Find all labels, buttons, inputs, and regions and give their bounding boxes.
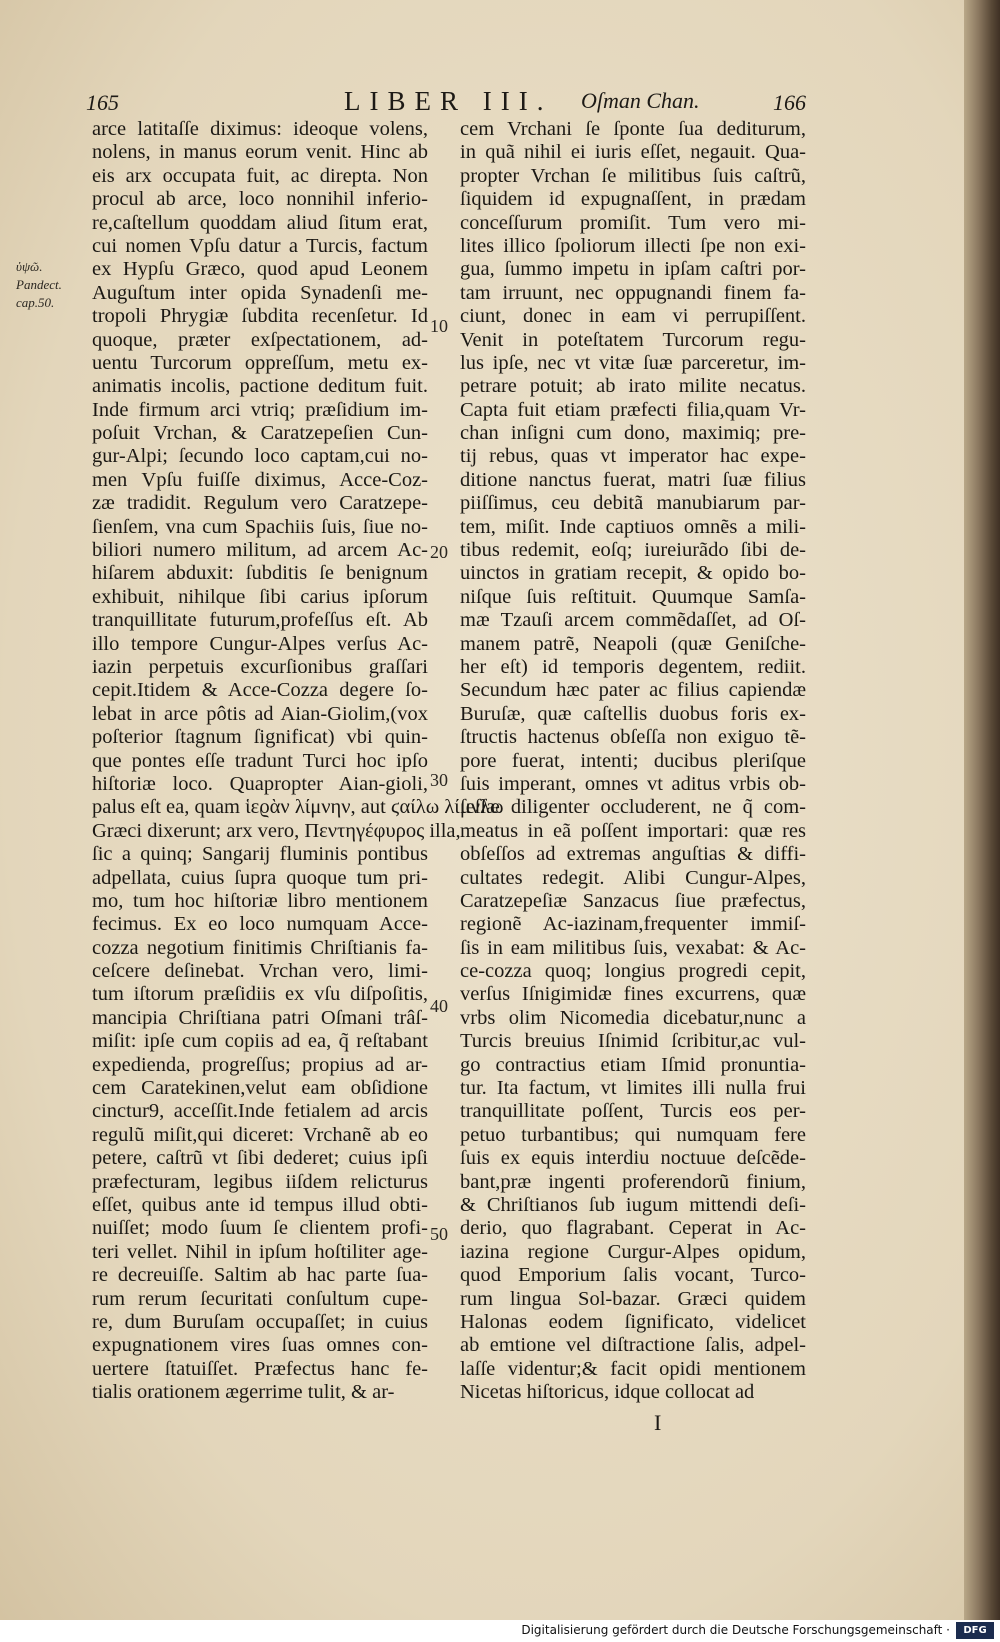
text-line: ce-cozza quoq; longius progredi cepit, xyxy=(460,960,806,983)
text-line: & Chriſtianos ſub iugum mittendi deſi- xyxy=(460,1193,806,1216)
text-line: animatis incolis, pactione deditum fuit. xyxy=(92,375,428,398)
text-line: præfecturam, legibus iiſdem relicturus xyxy=(92,1170,428,1193)
text-line: biliori numero militum, ad arcem Ac- xyxy=(92,539,428,562)
line-number-marker: 10 xyxy=(430,316,448,336)
margin-note-line: ὑψῶ. xyxy=(16,259,43,274)
text-line: uinctos in gratiam recepit, & opido bo- xyxy=(460,562,806,585)
right-column xyxy=(460,118,806,1404)
text-line: tranquillitate futurum,profeſſus eſt. Ab xyxy=(92,609,428,632)
text-line: tum iſtorum præſidiis ex vſu diſpoſitis, xyxy=(92,983,428,1006)
text-line: ex Hypſu Græco, quod apud Leonem xyxy=(92,258,428,281)
text-line: procul ab arce, loco nonnihil inferio- xyxy=(92,188,428,211)
text-line: ceſcere deſinebat. Vrchan vero, limi- xyxy=(92,960,428,983)
text-line: men Vpſu fuiſſe diximus, Acce-Coz- xyxy=(92,468,428,491)
text-line: petere, caſtrũ vt ſibi dederet; cuius ipſi xyxy=(92,1147,428,1170)
text-line: Capta fuit etiam præfecti filia,quam Vr- xyxy=(460,398,806,421)
text-line: cinctur9, acceſſit.Inde fetialem ad arcis xyxy=(92,1100,428,1123)
margin-note-line: Pandect. xyxy=(16,277,62,292)
text-line: Inde firmum arci vtriq; præſidium im- xyxy=(92,398,428,421)
margin-note xyxy=(16,258,62,312)
text-line: niſque ſuis reſtituit. Quumque Samſa- xyxy=(460,585,806,608)
text-line: propter Vrchan ſe militibus ſuis caſtrũ, xyxy=(460,164,806,187)
text-line: Caratzepeſiæ Sanzacus ſiue præfectus, xyxy=(460,889,806,912)
text-line: ſiquidem id expugnaſſent, in prædam xyxy=(460,188,806,211)
text-line: zæ tradidit. Regulum vero Caratzepe- xyxy=(92,492,428,515)
footer-credit: Digitalisierung gefördert durch die Deutsche Forschungsgemeinschaft · xyxy=(521,1623,950,1637)
text-line: que pontes eſſe tradunt Turci hoc ipſo xyxy=(92,749,428,772)
digitization-footer xyxy=(0,1620,1000,1642)
text-line: tur. Ita factum, vt limites illi nulla frui xyxy=(460,1077,806,1100)
text-line: hiſarem abduxit: ſubditis ſe benignum xyxy=(92,562,428,585)
text-line: cui nomen Vpſu datur a Turcis, factum xyxy=(92,234,428,257)
text-line: adpellata, cuius ſupra quoque tum pri- xyxy=(92,866,428,889)
text-line: cem Vrchani ſe ſponte ſua dediturum, xyxy=(460,118,806,140)
text-line: petrare potuit; ab irato milite necatus. xyxy=(460,375,806,398)
text-line: derio, quo flagrabant. Ceperat in Ac- xyxy=(460,1217,806,1240)
signature-mark: I xyxy=(654,1410,662,1435)
text-line: iazin perpetuis excurſionibus graſſari xyxy=(92,655,428,678)
text-line: petuo turbantibus; qui numquam fere xyxy=(460,1123,806,1146)
text-line: miſit: ipſe cum copiis ad ea, q̃ reſtabant xyxy=(92,1030,428,1053)
text-line: Græci dixerunt; arx vero, Πεντηγέφυρος illa, xyxy=(92,819,461,842)
page-header xyxy=(86,86,806,120)
text-line: ſuis imperant, omnes vt aditus vrbis ob- xyxy=(460,772,806,795)
text-line: piiſſimus, ceu debitã manubiarum par- xyxy=(460,492,806,515)
text-line: gur-Alpi; ſecundo loco captam,cui no- xyxy=(92,445,428,468)
text-line: ſeſſæ diligenter occluderent, ne q̃ com- xyxy=(460,796,806,819)
text-line: Auguſtum inter opida Synadenſi me- xyxy=(92,281,428,304)
text-line: regionẽ Ac-iazinam,frequenter immiſ- xyxy=(460,913,806,936)
text-line: meatus in eã poſſent importari: quæ res xyxy=(460,819,806,842)
line-number-marker: 40 xyxy=(430,996,448,1016)
text-line: tam irruunt, nec oppugnandi finem fa- xyxy=(460,281,806,304)
text-line: tropoli Phrygiæ ſubdita recenſetur. Id xyxy=(92,305,428,328)
line-number-marker: 30 xyxy=(430,770,448,790)
text-line: go contractius etiam Iſmid pronuntia- xyxy=(460,1053,806,1076)
text-line: poſuit Vrchan, & Caratzepeſien Cun- xyxy=(92,422,428,445)
text-line: Turcis breuius Iſnimid ſcribitur,ac vul- xyxy=(460,1030,806,1053)
text-line: tibus redemit, eoſq; iureiurãdo ſibi de- xyxy=(460,539,806,562)
text-line: teri vellet. Nihil in ipſum hoſtiliter age- xyxy=(92,1240,428,1263)
text-line: cepit.Itidem & Acce-Cozza degere ſo- xyxy=(92,679,428,702)
text-line: Secundum hæc pater ac filius capiendæ xyxy=(460,679,806,702)
page-number-left: 165 xyxy=(86,90,119,115)
text-line: mancipia Chriſtiana patri Oſmani trâſ- xyxy=(92,1006,428,1029)
text-line: nolens, in manus eorum venit. Hinc ab xyxy=(92,141,428,164)
text-line: illo tempore Cungur-Alpes verſus Ac- xyxy=(92,632,428,655)
text-line: conceſſurum promiſit. Tum vero mi- xyxy=(460,211,806,234)
text-line: in quã nihil ei iuris eſſet, negauit. Qua- xyxy=(460,141,806,164)
text-line: cem Caratekinen,velut eam obſidione xyxy=(92,1077,428,1100)
text-line: poſterior ſtagnum ſignificat) vbi quin- xyxy=(92,726,428,749)
text-line: quoque, præter exſpectationem, ad- xyxy=(92,328,428,351)
text-line: ſienſem, vna cum Spachiis ſuis, ſiue no- xyxy=(92,515,428,538)
line-number-marker: 20 xyxy=(430,542,448,562)
text-line: eſſet, quibus ante id tempus illud obti- xyxy=(92,1193,428,1216)
text-line: hiſtoriæ loco. Quapropter Aian-gioli, xyxy=(92,772,428,795)
text-line: regulũ miſit,qui diceret: Vrchanẽ ab eo xyxy=(92,1123,428,1146)
text-line: rum lingua Sol-bazar. Græci quidem xyxy=(460,1287,806,1310)
text-line: iazina regione Curgur-Alpes opidum, xyxy=(460,1240,806,1263)
text-line: Buruſæ, quæ caſtellis duobus foris ex- xyxy=(460,702,806,725)
dfg-logo: DFG xyxy=(956,1622,994,1639)
text-line: ciunt, donec in eam vi perrupiſſent. xyxy=(460,305,806,328)
text-line: fecimus. Ex eo loco numquam Acce- xyxy=(92,913,428,936)
text-line: ſuis ex equis interdiu noctuue deſcẽde- xyxy=(460,1147,806,1170)
text-line: pore fuerat, intenti; ducibus pleriſque xyxy=(460,749,806,772)
text-line: vrbs olim Nicomedia dicebatur,nunc a xyxy=(460,1006,806,1029)
text-line: lebat in arce pôtis ad Aian-Giolim,(vox xyxy=(92,702,428,725)
text-line: eis arx occupata fuit, ac direpta. Non xyxy=(92,164,428,187)
text-line: ſic a quinq; Sangarij fluminis pontibus xyxy=(92,843,428,866)
text-line: mo, tum hoc hiſtoriæ libro mentionem xyxy=(92,889,428,912)
text-line: expugnationem vires ſuas omnes con- xyxy=(92,1334,428,1357)
page-number-right: 166 xyxy=(773,90,806,115)
line-number-marker: 50 xyxy=(430,1224,448,1244)
text-line: uentu Turcorum oppreſſum, metu ex- xyxy=(92,351,428,374)
text-line: tialis orationem ægerrime tulit, & ar- xyxy=(92,1381,395,1404)
text-line: lites illico ſpoliorum illecti ſpe non exi- xyxy=(460,234,806,257)
text-line: Venit in poteſtatem Turcorum regu- xyxy=(460,328,806,351)
text-line: exhibuit, nihilque ſibi carius ipſorum xyxy=(92,585,428,608)
text-line: ſtructis hactenus obſeſſa non exiguo tẽ- xyxy=(460,726,806,749)
text-line: gua, ſummo impetu in ipſam caſtri por- xyxy=(460,258,806,281)
text-line: arce latitaſſe diximus: ideoque volens, xyxy=(92,118,428,140)
text-line: cultates redegit. Alibi Cungur-Alpes, xyxy=(460,866,806,889)
section-title: Oſman Chan. xyxy=(581,88,700,113)
text-line: ditione nanctus fuerat, matri ſuæ filius xyxy=(460,468,806,491)
text-line: tem, miſit. Inde captiuos omnẽs a mili- xyxy=(460,515,806,538)
text-line: palus eſt ea, quam ἱεϱὰν λίμνην, aut ϛαίλω λίμνλω xyxy=(92,796,504,819)
text-line: Halonas eodem ſignificato, videlicet xyxy=(460,1310,806,1333)
page-edge xyxy=(964,0,1000,1620)
margin-note-line: cap.50. xyxy=(16,295,55,310)
running-title: LIBER III. xyxy=(344,86,553,116)
text-line: uertere ſtatuiſſet. Præfectus hanc fe- xyxy=(92,1357,428,1380)
text-line: laſſe videntur;& facit opidi mentionem xyxy=(460,1357,806,1380)
text-line: nuiſſet; modo ſuum ſe clientem profi- xyxy=(92,1217,428,1240)
text-line: her eſt) id temporis degentem, rediit. xyxy=(460,655,806,678)
text-line: ab emtione vel diſtractione ſalis, adpel- xyxy=(460,1334,806,1357)
text-line: chan inſigni cum dono, maximiq; pre- xyxy=(460,422,806,445)
text-line: lus ipſe, nec vt vitæ ſuæ parceretur, im- xyxy=(460,351,806,374)
text-line: re, dum Buruſam occupaſſet; in cuius xyxy=(92,1310,428,1333)
text-line: tij rebus, quas vt imperator hac expe- xyxy=(460,445,806,468)
text-line: re decreuiſſe. Saltim ab hac parte ſua- xyxy=(92,1264,428,1287)
text-line: manem patrẽ, Neapoli (quæ Geniſche- xyxy=(460,632,806,655)
text-line: re,caſtellum quoddam aliud ſitum erat, xyxy=(92,211,428,234)
text-line: tranquillitate poſſent, Turcis eos per- xyxy=(460,1100,806,1123)
text-line: quod Emporium ſalis vocant, Turco- xyxy=(460,1264,806,1287)
text-line: mæ Tzauſi arcem commẽdaſſet, ad Oſ- xyxy=(460,609,806,632)
text-line: ſis in eam militibus ſuis, vexabat: & Ac- xyxy=(460,936,806,959)
text-line: bant,præ ingenti proferendorũ finium, xyxy=(460,1170,806,1193)
text-line: expedienda, progreſſus; propius ad ar- xyxy=(92,1053,428,1076)
text-line: obſeſſos ad extremas anguſtias & diffi- xyxy=(460,843,806,866)
text-line: rum rerum ſecuritati conſultum cupe- xyxy=(92,1287,428,1310)
text-line: verſus Iſnigimidæ fines excurrens, quæ xyxy=(460,983,806,1006)
text-line: Nicetas hiſtoricus, idque collocat ad xyxy=(460,1381,755,1404)
text-line: cozza negotium finitimis Chriſtianis fa- xyxy=(92,936,428,959)
